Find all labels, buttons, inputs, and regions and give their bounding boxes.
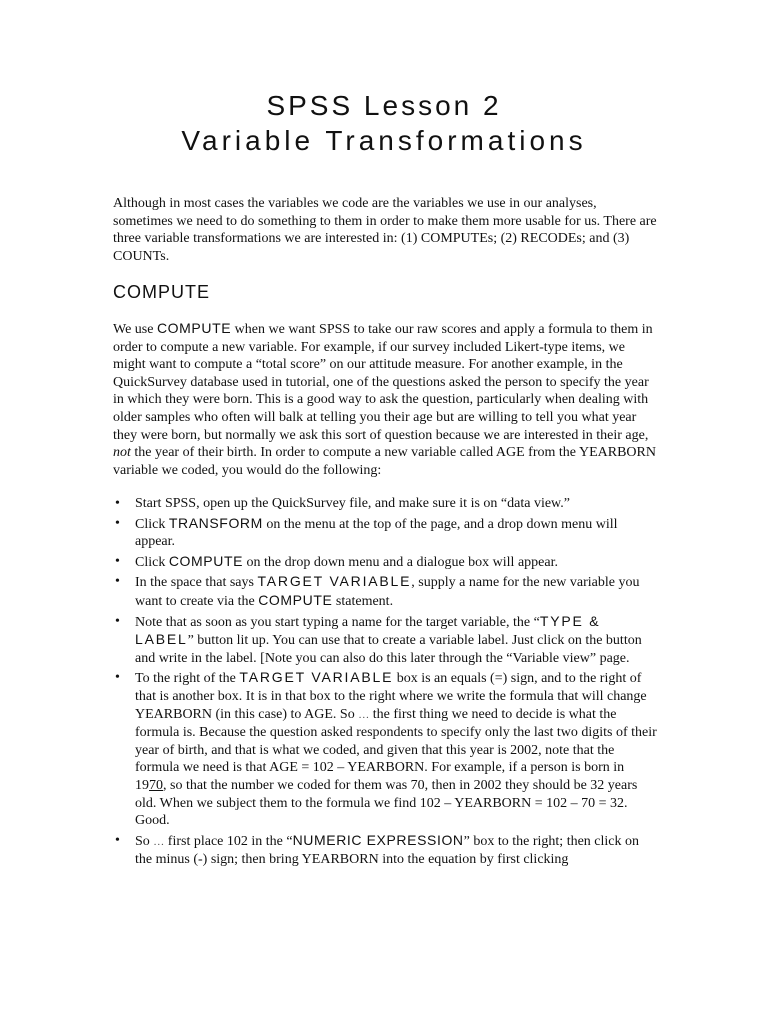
keyword-numeric-expression: NUMERIC EXPRESSION	[292, 831, 464, 848]
list-item	[113, 832, 658, 869]
list-item-text: Note that as soon as you start typing a name for the target variable, the “	[135, 614, 540, 630]
section-heading-compute: COMPUTE	[113, 282, 210, 302]
ellipsis: …	[153, 835, 165, 848]
list-item-text: box is an equals (=) sign, and to the right of that is another box. It is in that box to the right where we write the formula that will change YEARBORN (in this case) to AGE. So	[135, 671, 647, 722]
list-item	[113, 573, 658, 610]
list-item	[113, 515, 658, 551]
keyword-compute: COMPUTE	[168, 552, 244, 569]
list-item-text: , so that the number we coded for them was 70, then in 2002 they should be 32 years old. When we subject them to the formula we find 102 – YEARBORN = 102 – 70 = 32. Good.	[135, 777, 638, 829]
keyword-type-label: TYPE & LABEL	[135, 612, 601, 648]
list-item	[113, 553, 658, 572]
list-item-text: first place 102 in the “	[164, 833, 293, 849]
keyword-target-variable: TARGET VARIABLE	[239, 669, 394, 686]
keyword-target-variable: TARGET VARIABLE	[257, 573, 412, 590]
list-item-text: Click	[135, 554, 169, 570]
paragraph-text: We use	[113, 322, 157, 337]
paragraph-text: the year of their birth. In order to compute a new variable called AGE from the YEARBORN variable we coded, you would do the following:	[113, 445, 656, 478]
list-item-text: the first thing we need to decide is what the formula is. Because the question asked respondents to specify only the last two digits of their year of birth, and that is what we coded, and given that this year is 2002, note that the formula we need is that AGE = 102 – YEARBORN. For example, if a person is born in 19	[135, 706, 657, 793]
list-item	[113, 613, 658, 668]
ellipsis: …	[358, 708, 370, 721]
list-item-text: Start SPSS, open up the QuickSurvey file, and make sure it is on “data view.”	[135, 496, 570, 511]
list-item-text: Click	[135, 516, 169, 532]
title-line-2: Variable Transformations	[181, 125, 587, 156]
title-line-1: SPSS Lesson 2	[266, 90, 502, 121]
intro-paragraph: Although in most cases the variables we code are the variables we use in our analyses, sometimes we need to do something to them in order to make them more usable for us. There are three variable transformations we are interested in: (1) COMPUTEs; (2) RECODEs; and (3) COUNTs.	[113, 196, 657, 264]
list-item-text: on the drop down menu and a dialogue box will appear.	[243, 554, 558, 570]
steps-list	[113, 495, 658, 871]
list-item	[113, 669, 658, 829]
list-item	[113, 495, 658, 513]
list-item-text: ” button lit up. You can use that to create a variable label. Just click on the button and write in the label. [Note you can also do this later through the “Variable view” page.	[135, 633, 642, 666]
list-item-text: So	[135, 833, 154, 849]
list-item-text: , supply a name for the new variable you want to create via the	[135, 575, 640, 609]
underlined-digits: 70	[149, 777, 163, 793]
emphasis-not: not	[113, 445, 131, 461]
compute-paragraph	[113, 320, 658, 479]
keyword-transform: TRANSFORM	[168, 514, 263, 531]
list-item-text: In the space that says	[135, 575, 258, 591]
list-item-text: ” box to the right; then click on the minus (-) sign; then bring YEARBORN into the equation by first clicking	[135, 833, 640, 868]
keyword-compute: COMPUTE	[258, 591, 333, 608]
list-item-text: statement.	[332, 593, 394, 609]
keyword-compute: COMPUTE	[156, 320, 232, 336]
list-item-text: on the menu at the top of the page, and a drop down menu will appear.	[135, 516, 618, 550]
list-item-text: To the right of the	[135, 671, 240, 687]
paragraph-text: when we want SPSS to take our raw scores and apply a formula to them in order to compute a new variable. For example, if our survey included Likert-type items, we might want to compute a “total score” on our attitude measure. For another example, in the QuickSurvey database used in tutorial, one of the questions asked the person to specify the year in which they were born. This is a good way to ask the question, particularly when dealing with older samples who often will balk at telling you their age but are willing to tell you what year they were born, but normally we ask this sort of question because we are interested in their age,	[113, 322, 653, 443]
